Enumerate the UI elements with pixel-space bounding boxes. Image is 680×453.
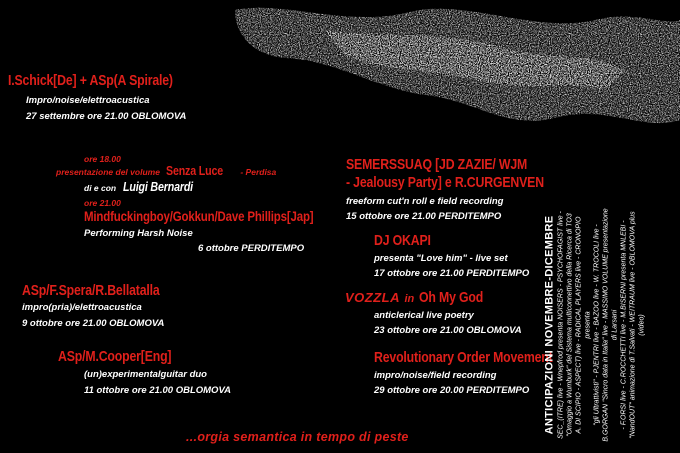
vozzla-in: in: [404, 293, 415, 305]
event-date-vozzla: 23 ottobre ore 21.00 OBLOMOVA: [374, 325, 522, 336]
event-date-rom: 29 ottobre ore 20.00 PERDITEMPO: [374, 385, 530, 396]
event-date-semerssuaq: 15 ottobre ore 21.00 PERDITEMPO: [346, 211, 502, 222]
event-title-vozzla: [345, 289, 497, 307]
preview-line: A. DI SCIPIO - ASPECT) live - RADICAL PLAYERS live - CRONOPIO presenta: [575, 216, 592, 434]
event-date-okapi: 17 ottobre ore 21.00 PERDITEMPO: [374, 268, 530, 279]
event-title-schick: I.Schick[De] + ASp(A Spirale): [8, 72, 173, 89]
event-title-semerssuaq-2: - Jealousy Party] e R.CURGENVEN: [346, 174, 544, 191]
footer-tagline: ...orgia semantica in tempo di peste: [186, 430, 409, 444]
book-time: ore 18.00: [84, 154, 121, 164]
event-date-cooper: 11 ottobre ore 21.00 OBLOMOVA: [84, 385, 231, 396]
preview-line: - F.ORSI live - C.ROCCHETTI live - M.BISERNI presenta MNLEBI -: [620, 220, 628, 430]
chalk-texture-image: [175, 0, 680, 135]
event-desc-spera: impro(pria)/elettroacustica: [22, 302, 142, 313]
event-title-cooper: ASp/M.Cooper[Eng]: [58, 348, 172, 365]
book-title: Senza Luce: [166, 163, 224, 178]
preview-line: B.GORGAN "Sincro data in Italia" live - MASSIMO VOLUME presentazione di Larsani: [602, 208, 619, 442]
preview-line: "Omaggio a Wumburk" del Sistema multiconnettivo della Ricerca di TO3: [566, 213, 574, 437]
event-desc-cooper: (un)experimentalguitar duo: [84, 369, 207, 380]
event-date-schick: 27 settembre ore 21.00 OBLOMOVA: [26, 111, 187, 122]
event-desc-okapi: presenta "Love him" - live set: [374, 253, 508, 264]
event-title-okapi: DJ OKAPI: [374, 232, 431, 249]
preview-sidebar: [512, 205, 680, 445]
event-desc-schick: Impro/noise/elettroacustica: [26, 95, 150, 106]
event-title-semerssuaq-1: SEMERSSUAQ [JD ZAZIE/ WJM: [346, 156, 528, 173]
book-presentation-lead: presentazione del volume: [56, 167, 160, 177]
preview-line: "gli Ultrattivisti" - PJENTRI live - BAZOO live - W. TROCOLI live -: [593, 224, 601, 426]
mindfucking-time: ore 21.00: [84, 198, 121, 208]
preview-sidebar-text: [543, 205, 647, 445]
event-desc-semerssuaq: freeform cut'n roll e field recording: [346, 196, 504, 207]
book-author-lead: di e con: [84, 183, 117, 193]
book-author-name: Luigi Bernardi: [122, 179, 193, 194]
book-author: [84, 178, 208, 196]
event-date-spera: 9 ottobre ore 21.00 OBLOMOVA: [22, 318, 165, 329]
book-publisher: - Perdisa: [240, 167, 277, 177]
event-desc-mindfucking: Performing Harsh Noise: [84, 228, 193, 239]
preview-line: "NandOUT" animazione di T.Salvati - WEITRAUM live - OBLOMOVA plus (video): [629, 211, 646, 439]
event-title-spera: ASp/F.Spera/R.Bellatalla: [22, 282, 160, 299]
preview-heading: ANTICIPAZIONI NOVEMBRE-DICEMBRE: [543, 215, 556, 435]
event-desc-rom: impro/noise/field recording: [374, 370, 497, 381]
event-title-rom: Revolutionary Order Movement: [374, 349, 553, 366]
vozzla-show-title: Oh My God: [418, 289, 483, 306]
event-title-mindfucking: Mindfuckingboy/Gokkun/Dave Phillips[Jap]: [84, 208, 314, 224]
event-date-mindfucking: 6 ottobre PERDITEMPO: [198, 243, 305, 254]
preview-line: SEC_(ITRE) live - Wnepfrod presenta NOISERS - PSYCHOFAGIST live -: [557, 211, 565, 439]
vozzla-logo: VOZZLA: [345, 290, 400, 305]
event-desc-vozzla: anticlerical live poetry: [374, 310, 474, 321]
